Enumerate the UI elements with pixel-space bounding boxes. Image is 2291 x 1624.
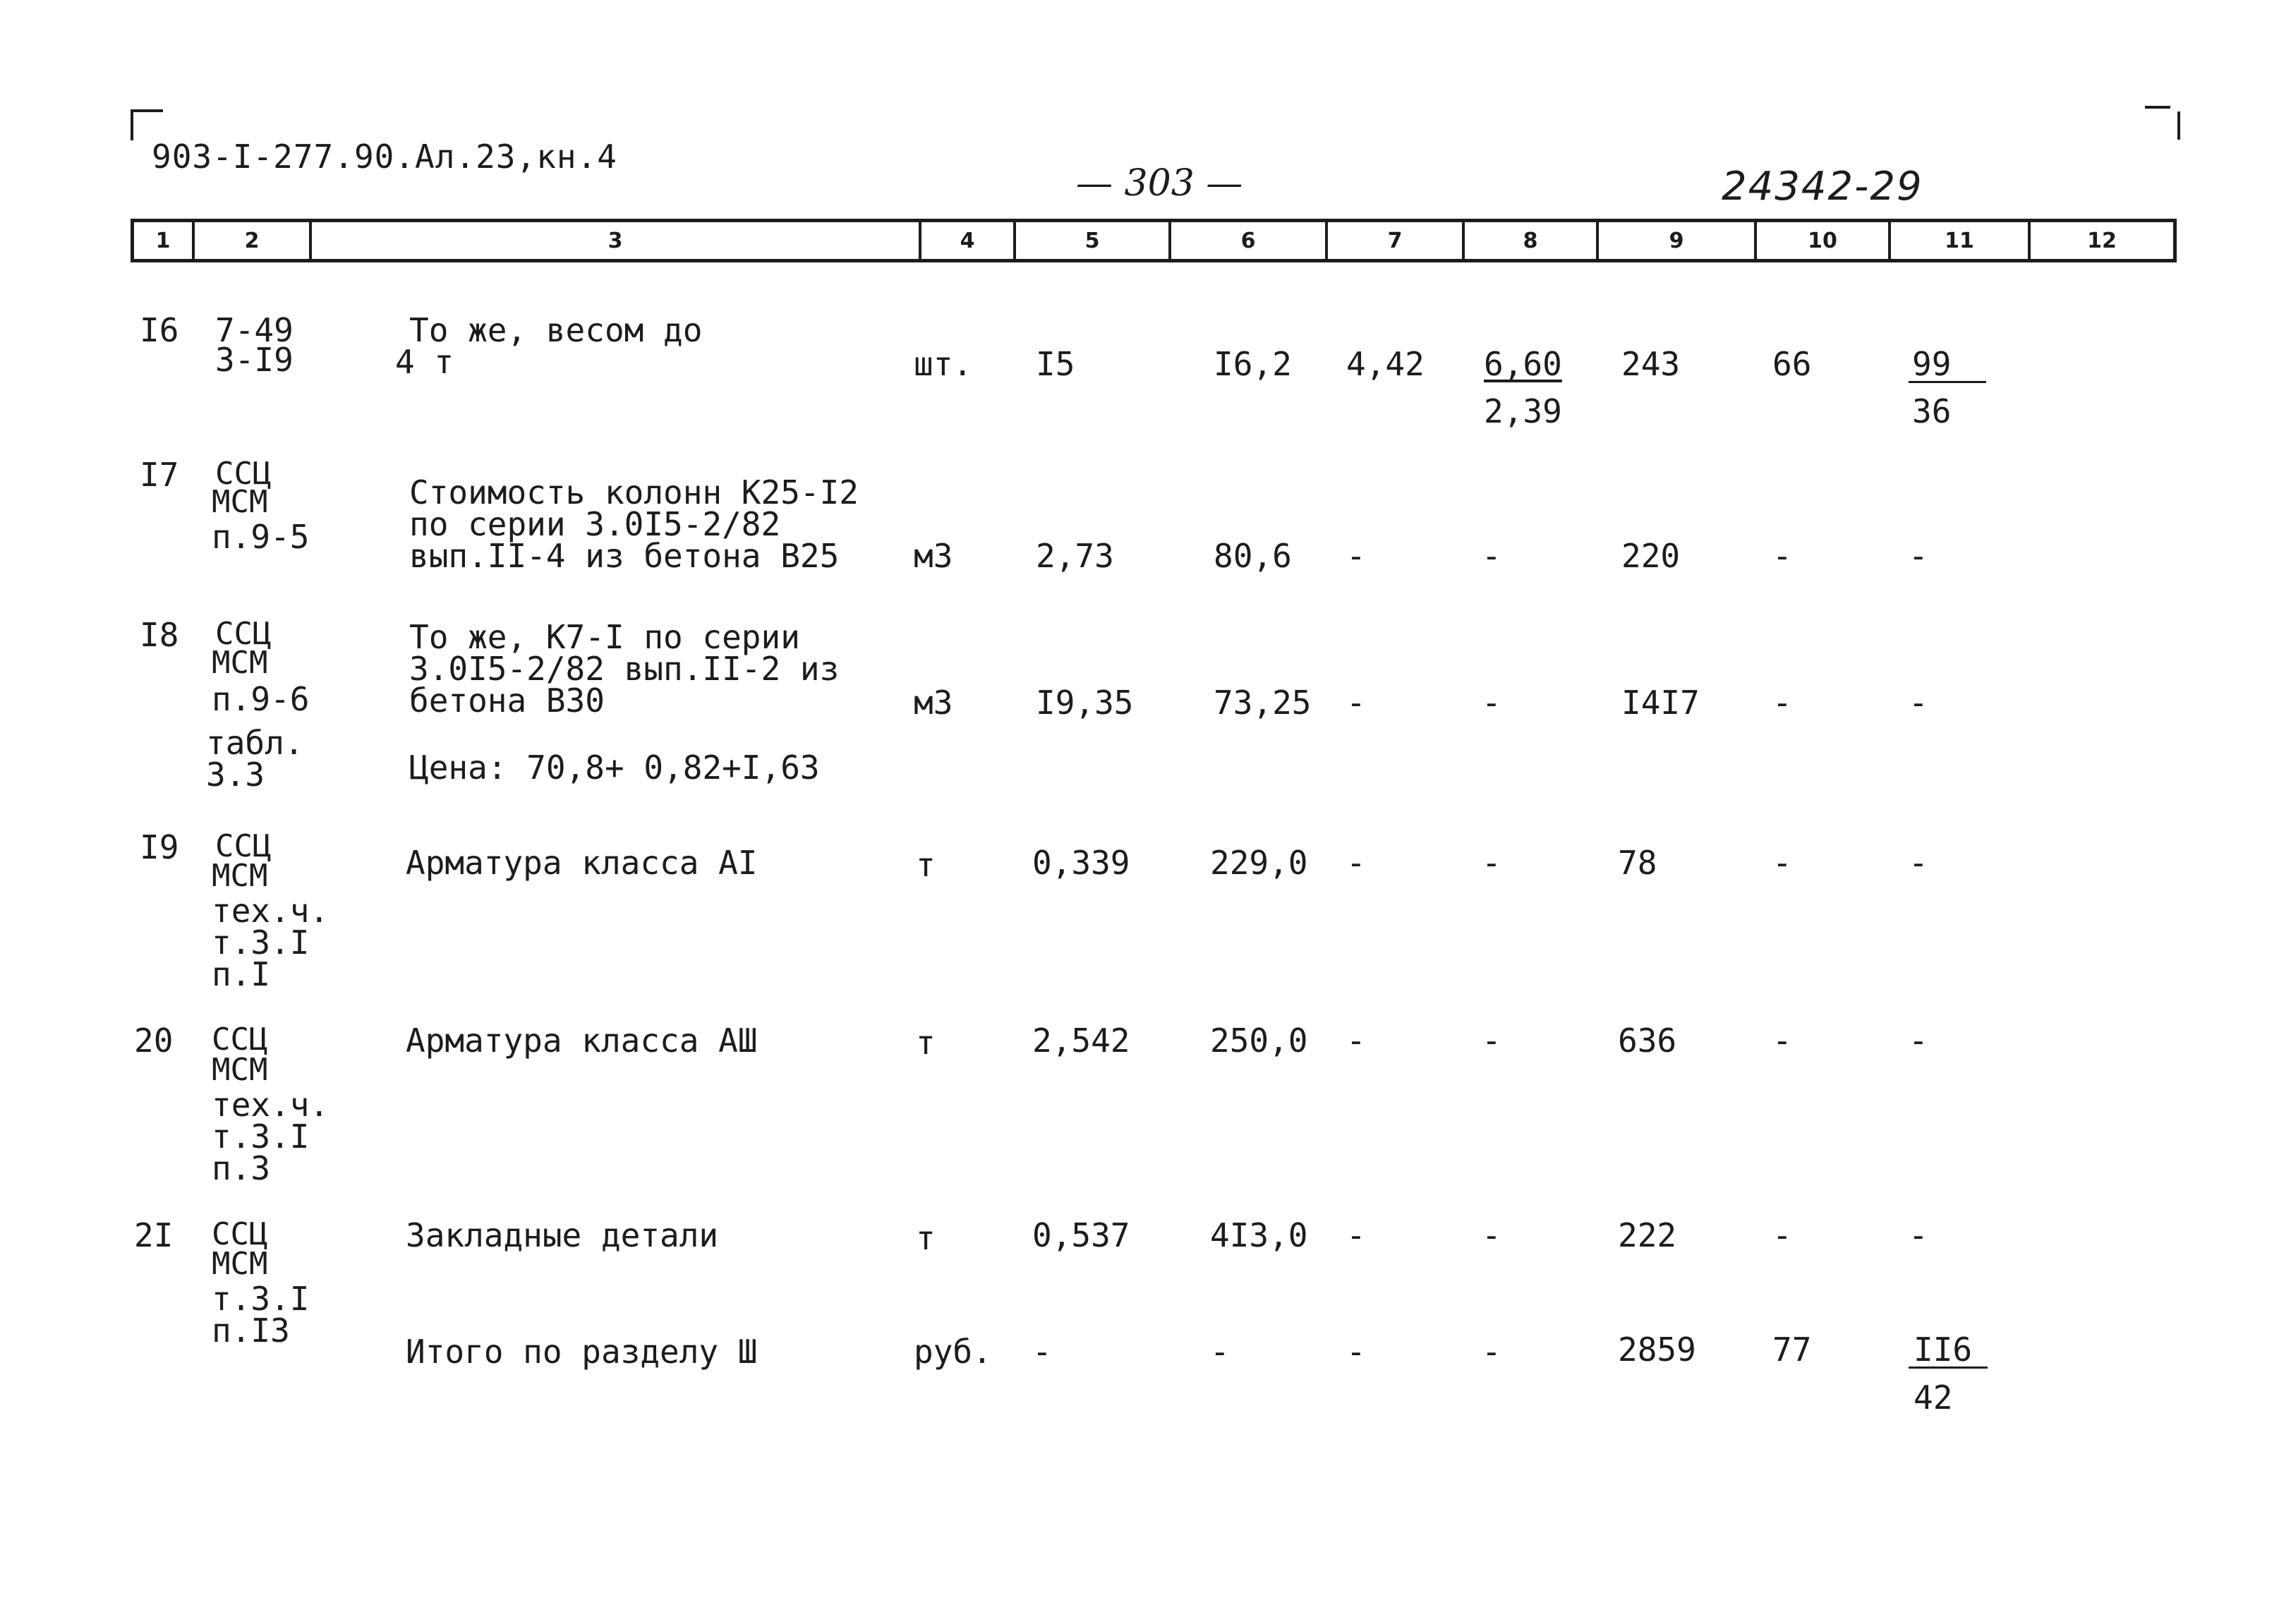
col10-cell: - (1772, 1022, 1792, 1060)
column-header-10: 10 (1808, 228, 1837, 253)
total-unit: руб. (914, 1333, 992, 1371)
reference-line: МСМ (212, 1246, 268, 1282)
col8-cell: - (1482, 1022, 1501, 1060)
col11-top-cell: 99 (1912, 345, 1952, 383)
reference-line: тех.ч. (212, 892, 330, 930)
reference-line: МСМ (212, 858, 268, 894)
total-col5: - (1032, 1333, 1052, 1371)
col7-cell: - (1346, 1216, 1366, 1254)
fraction-line (1909, 1367, 1988, 1369)
total-col7: - (1346, 1333, 1366, 1371)
column-header-5: 5 (1084, 228, 1100, 253)
reference-line: ССЦ (215, 828, 272, 864)
description-line: То же, весом до (409, 311, 703, 349)
col8-cell: - (1482, 537, 1501, 575)
total-col6: - (1210, 1333, 1230, 1371)
document-code: 903-I-277.90.Ал.23,кн.4 (152, 138, 617, 176)
column-header-11: 11 (1945, 228, 1974, 253)
reference-line: ССЦ (215, 616, 272, 652)
quantity-cell: 2,542 (1032, 1022, 1130, 1060)
price-cell: 80,6 (1214, 537, 1292, 575)
row-number: 2I (134, 1216, 174, 1254)
col9-cell: 243 (1621, 345, 1681, 383)
column-header-3: 3 (607, 228, 623, 253)
reference-line: ССЦ (212, 1022, 268, 1058)
reference-line: п.3 (212, 1149, 271, 1187)
col10-cell: - (1772, 684, 1792, 722)
reference-line: п.9-6 (212, 680, 310, 718)
unit-cell: т (916, 1024, 936, 1062)
quantity-cell: 0,339 (1032, 844, 1130, 882)
col7-cell: - (1346, 844, 1366, 882)
col10-cell: - (1772, 537, 1792, 575)
column-header-4: 4 (960, 228, 975, 253)
col8-cell: - (1482, 684, 1501, 722)
col9-cell: 636 (1618, 1022, 1677, 1060)
unit-cell: м3 (914, 684, 953, 722)
total-col9: 2859 (1618, 1331, 1696, 1369)
row-number: I8 (140, 616, 179, 654)
corner-mark-left (131, 109, 163, 140)
col11-cell: - (1909, 1216, 1928, 1254)
column-header-9: 9 (1669, 228, 1684, 253)
reference-line: ССЦ (215, 456, 272, 492)
row-number: 20 (134, 1022, 174, 1060)
description-line: Арматура класса АI (406, 844, 758, 882)
reference-line: МСМ (212, 484, 268, 520)
total-col8: - (1482, 1333, 1501, 1371)
column-header-8: 8 (1523, 228, 1538, 253)
description-line: по серии 3.0I5-2/82 (409, 505, 781, 543)
total-col10: 77 (1772, 1331, 1812, 1369)
unit-cell: т (916, 1219, 936, 1257)
total-col11-top: II6 (1914, 1331, 1973, 1369)
reference-line: 7-49 (215, 311, 294, 349)
column-header-1: 1 (155, 228, 171, 253)
col9-cell: 220 (1621, 537, 1681, 575)
col7-cell: - (1346, 1022, 1366, 1060)
total-label: Итого по разделу Ш (406, 1333, 758, 1371)
price-cell: I6,2 (1214, 345, 1292, 383)
reference-line: МСМ (212, 1052, 268, 1088)
description-line: вып.II-4 из бетона В25 (409, 537, 840, 575)
col10-cell: - (1772, 844, 1792, 882)
quantity-cell: 2,73 (1036, 537, 1114, 575)
row-number: I9 (140, 828, 179, 866)
col11-cell: - (1909, 844, 1928, 882)
reference-line: 3.3 (206, 756, 265, 794)
col8-cell: - (1482, 1216, 1501, 1254)
col10-cell: - (1772, 1216, 1792, 1254)
description-line: 4 т (395, 343, 454, 381)
col8-bottom-cell: 2,39 (1484, 392, 1562, 430)
description-line: 3.0I5-2/82 вып.II-2 из (409, 650, 840, 688)
column-header-7: 7 (1387, 228, 1403, 253)
col10-cell: 66 (1772, 345, 1812, 383)
row-number: I6 (140, 311, 179, 349)
description-line: Закладные детали (406, 1216, 719, 1254)
quantity-cell: I5 (1036, 345, 1075, 383)
sheet-code: 24342-29 (1722, 164, 1923, 210)
price-cell: 229,0 (1210, 844, 1308, 882)
page-number: — 303 — (1076, 162, 1243, 205)
reference-line: табл. (206, 724, 304, 762)
quantity-cell: 0,537 (1032, 1216, 1130, 1254)
description-line: Стоимость колонн К25-I2 (409, 473, 859, 511)
reference-line: п.I (212, 955, 271, 993)
col9-cell: 222 (1618, 1216, 1677, 1254)
reference-line: т.3.I (212, 1117, 310, 1156)
quantity-cell: I9,35 (1036, 684, 1134, 722)
reference-line: п.9-5 (212, 518, 310, 556)
price-cell: 4I3,0 (1210, 1216, 1308, 1254)
reference-line: 3-I9 (215, 341, 294, 379)
reference-line: МСМ (212, 645, 268, 681)
col7-cell: - (1346, 684, 1366, 722)
col8-cell: - (1482, 844, 1501, 882)
reference-line: тех.ч. (212, 1086, 330, 1124)
unit-cell: шт. (914, 345, 973, 383)
col11-cell: - (1909, 537, 1928, 575)
col11-cell: - (1909, 1022, 1928, 1060)
unit-cell: т (916, 846, 936, 884)
price-cell: 73,25 (1214, 684, 1312, 722)
reference-line: ССЦ (212, 1216, 268, 1252)
total-col11-bottom: 42 (1914, 1378, 1953, 1417)
reference-line: т.3.I (212, 1280, 310, 1318)
col7-cell: 4,42 (1346, 345, 1425, 383)
col9-cell: I4I7 (1621, 684, 1700, 722)
description-line: бетона В30 (409, 681, 605, 720)
corner-mark-right (2145, 106, 2180, 134)
reference-line: п.I3 (212, 1311, 290, 1350)
unit-cell: м3 (914, 537, 953, 575)
column-header-2: 2 (244, 228, 260, 253)
col11-cell: - (1909, 684, 1928, 722)
col11-bottom-cell: 36 (1912, 392, 1952, 430)
price-cell: 250,0 (1210, 1022, 1308, 1060)
description-line: То же, К7-I по серии (409, 618, 800, 656)
col8-top-cell: 6,60 (1484, 345, 1562, 383)
fraction-line (1909, 381, 1986, 383)
col7-cell: - (1346, 537, 1366, 575)
col9-cell: 78 (1618, 844, 1657, 882)
price-note: Цена: 70,8+ 0,82+I,63 (409, 749, 820, 787)
column-header-row (131, 219, 2177, 262)
row-number: I7 (140, 456, 179, 494)
column-header-6: 6 (1240, 228, 1256, 253)
description-line: Арматура класса АШ (406, 1022, 758, 1060)
reference-line: т.3.I (212, 923, 310, 962)
column-header-12: 12 (2087, 228, 2117, 253)
